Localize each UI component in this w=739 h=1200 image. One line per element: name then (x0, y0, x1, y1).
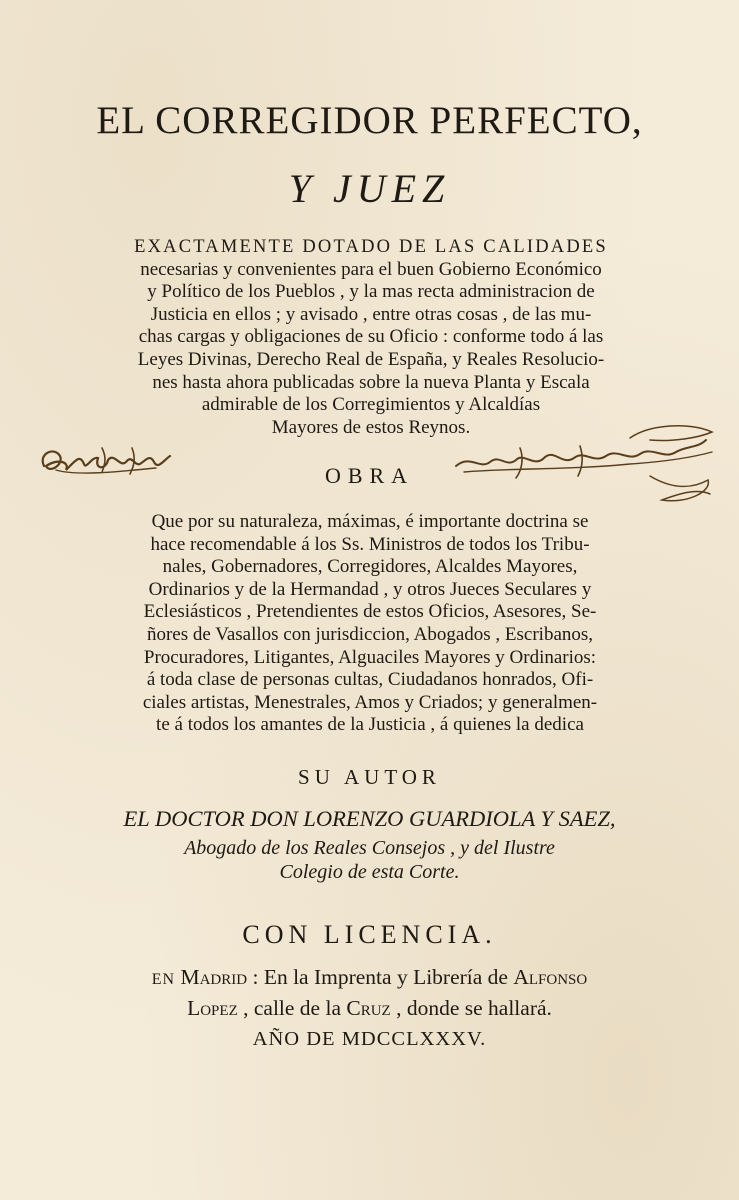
license-line: CON LICENCIA. (242, 920, 497, 949)
description-paragraph (62, 236, 680, 439)
obra-line: hace recomendable á los Ss. Ministros de todos los Tribu- (150, 533, 590, 555)
obra-line: Eclesiásticos , Pretendientes de estos Oficios, Asesores, Se- (143, 601, 597, 623)
imprint-printer-surname: Lopez (187, 996, 238, 1020)
imprint-prefix: EN (151, 971, 176, 988)
imprint-line-1 (0, 963, 739, 994)
book-subtitle: Y JUEZ (288, 166, 451, 211)
imprint-city: Madrid (180, 965, 248, 989)
imprint-line-2 (0, 994, 739, 1022)
description-line: Mayores de estos Reynos. (271, 416, 471, 438)
imprint-text: , calle de la (243, 996, 341, 1020)
author-role-line: Colegio de esta Corte. (279, 861, 460, 883)
imprint-text: , donde se hallará. (396, 996, 552, 1020)
publication-year: AÑO DE MDCCLXXXV. (252, 1028, 487, 1050)
description-line: Leyes Divinas, Derecho Real de España, y Reales Resolucio- (137, 348, 605, 370)
obra-line: Que por su naturaleza, máximas, é importante doctrina se (151, 511, 589, 532)
description-line: EXACTAMENTE DOTADO DE LAS CALIDADES (134, 237, 608, 257)
book-title: EL CORREGIDOR PERFECTO, (96, 99, 643, 142)
obra-heading: OBRA (324, 463, 415, 488)
description-line: chas cargas y obligaciones de su Oficio : conforme todo á las (138, 326, 604, 348)
description-line: admirable de los Corregimientos y Alcaldías (201, 394, 541, 416)
obra-line: te á todos los amantes de la Justicia , á quienes la dedica (156, 714, 584, 736)
imprint-text: : En la Imprenta y Librería de (252, 965, 508, 989)
author-heading: SU AUTOR (298, 765, 441, 789)
description-line: Justicia en ellos ; y avisado , entre otras cosas , de las mu- (150, 303, 592, 325)
obra-line: ñores de Vasallos con jurisdiccion, Abogados , Escribanos, (146, 623, 594, 645)
obra-paragraph (64, 511, 676, 737)
imprint (0, 963, 739, 1022)
imprint-street: Cruz (346, 996, 391, 1020)
imprint-printer: Alfonso (513, 965, 588, 989)
obra-line: nales, Gobernadores, Corregidores, Alcaldes Mayores, (162, 556, 578, 578)
obra-line: á toda clase de personas cultas, Ciudadanos honrados, Ofi- (146, 669, 594, 691)
description-line: necesarias y convenientes para el buen Gobierno Económico (140, 258, 602, 280)
description-line: y Político de los Pueblos , y la mas recta administracion de (147, 281, 595, 303)
author-role-line: Abogado de los Reales Consejos , y del Ilustre (184, 837, 555, 859)
obra-line: Ordinarios y de la Hermandad , y otros Jueces Seculares y (148, 578, 592, 600)
author-name: EL DOCTOR DON LORENZO GUARDIOLA Y SAEZ, (123, 806, 616, 831)
obra-line: Procuradores, Litigantes, Alguaciles Mayores y Ordinarios: (143, 646, 597, 668)
description-line: nes hasta ahora publicadas sobre la nueva Planta y Escala (152, 371, 590, 393)
obra-line: ciales artistas, Menestrales, Amos y Criados; y generalmen- (142, 691, 598, 713)
author-role (0, 836, 739, 884)
